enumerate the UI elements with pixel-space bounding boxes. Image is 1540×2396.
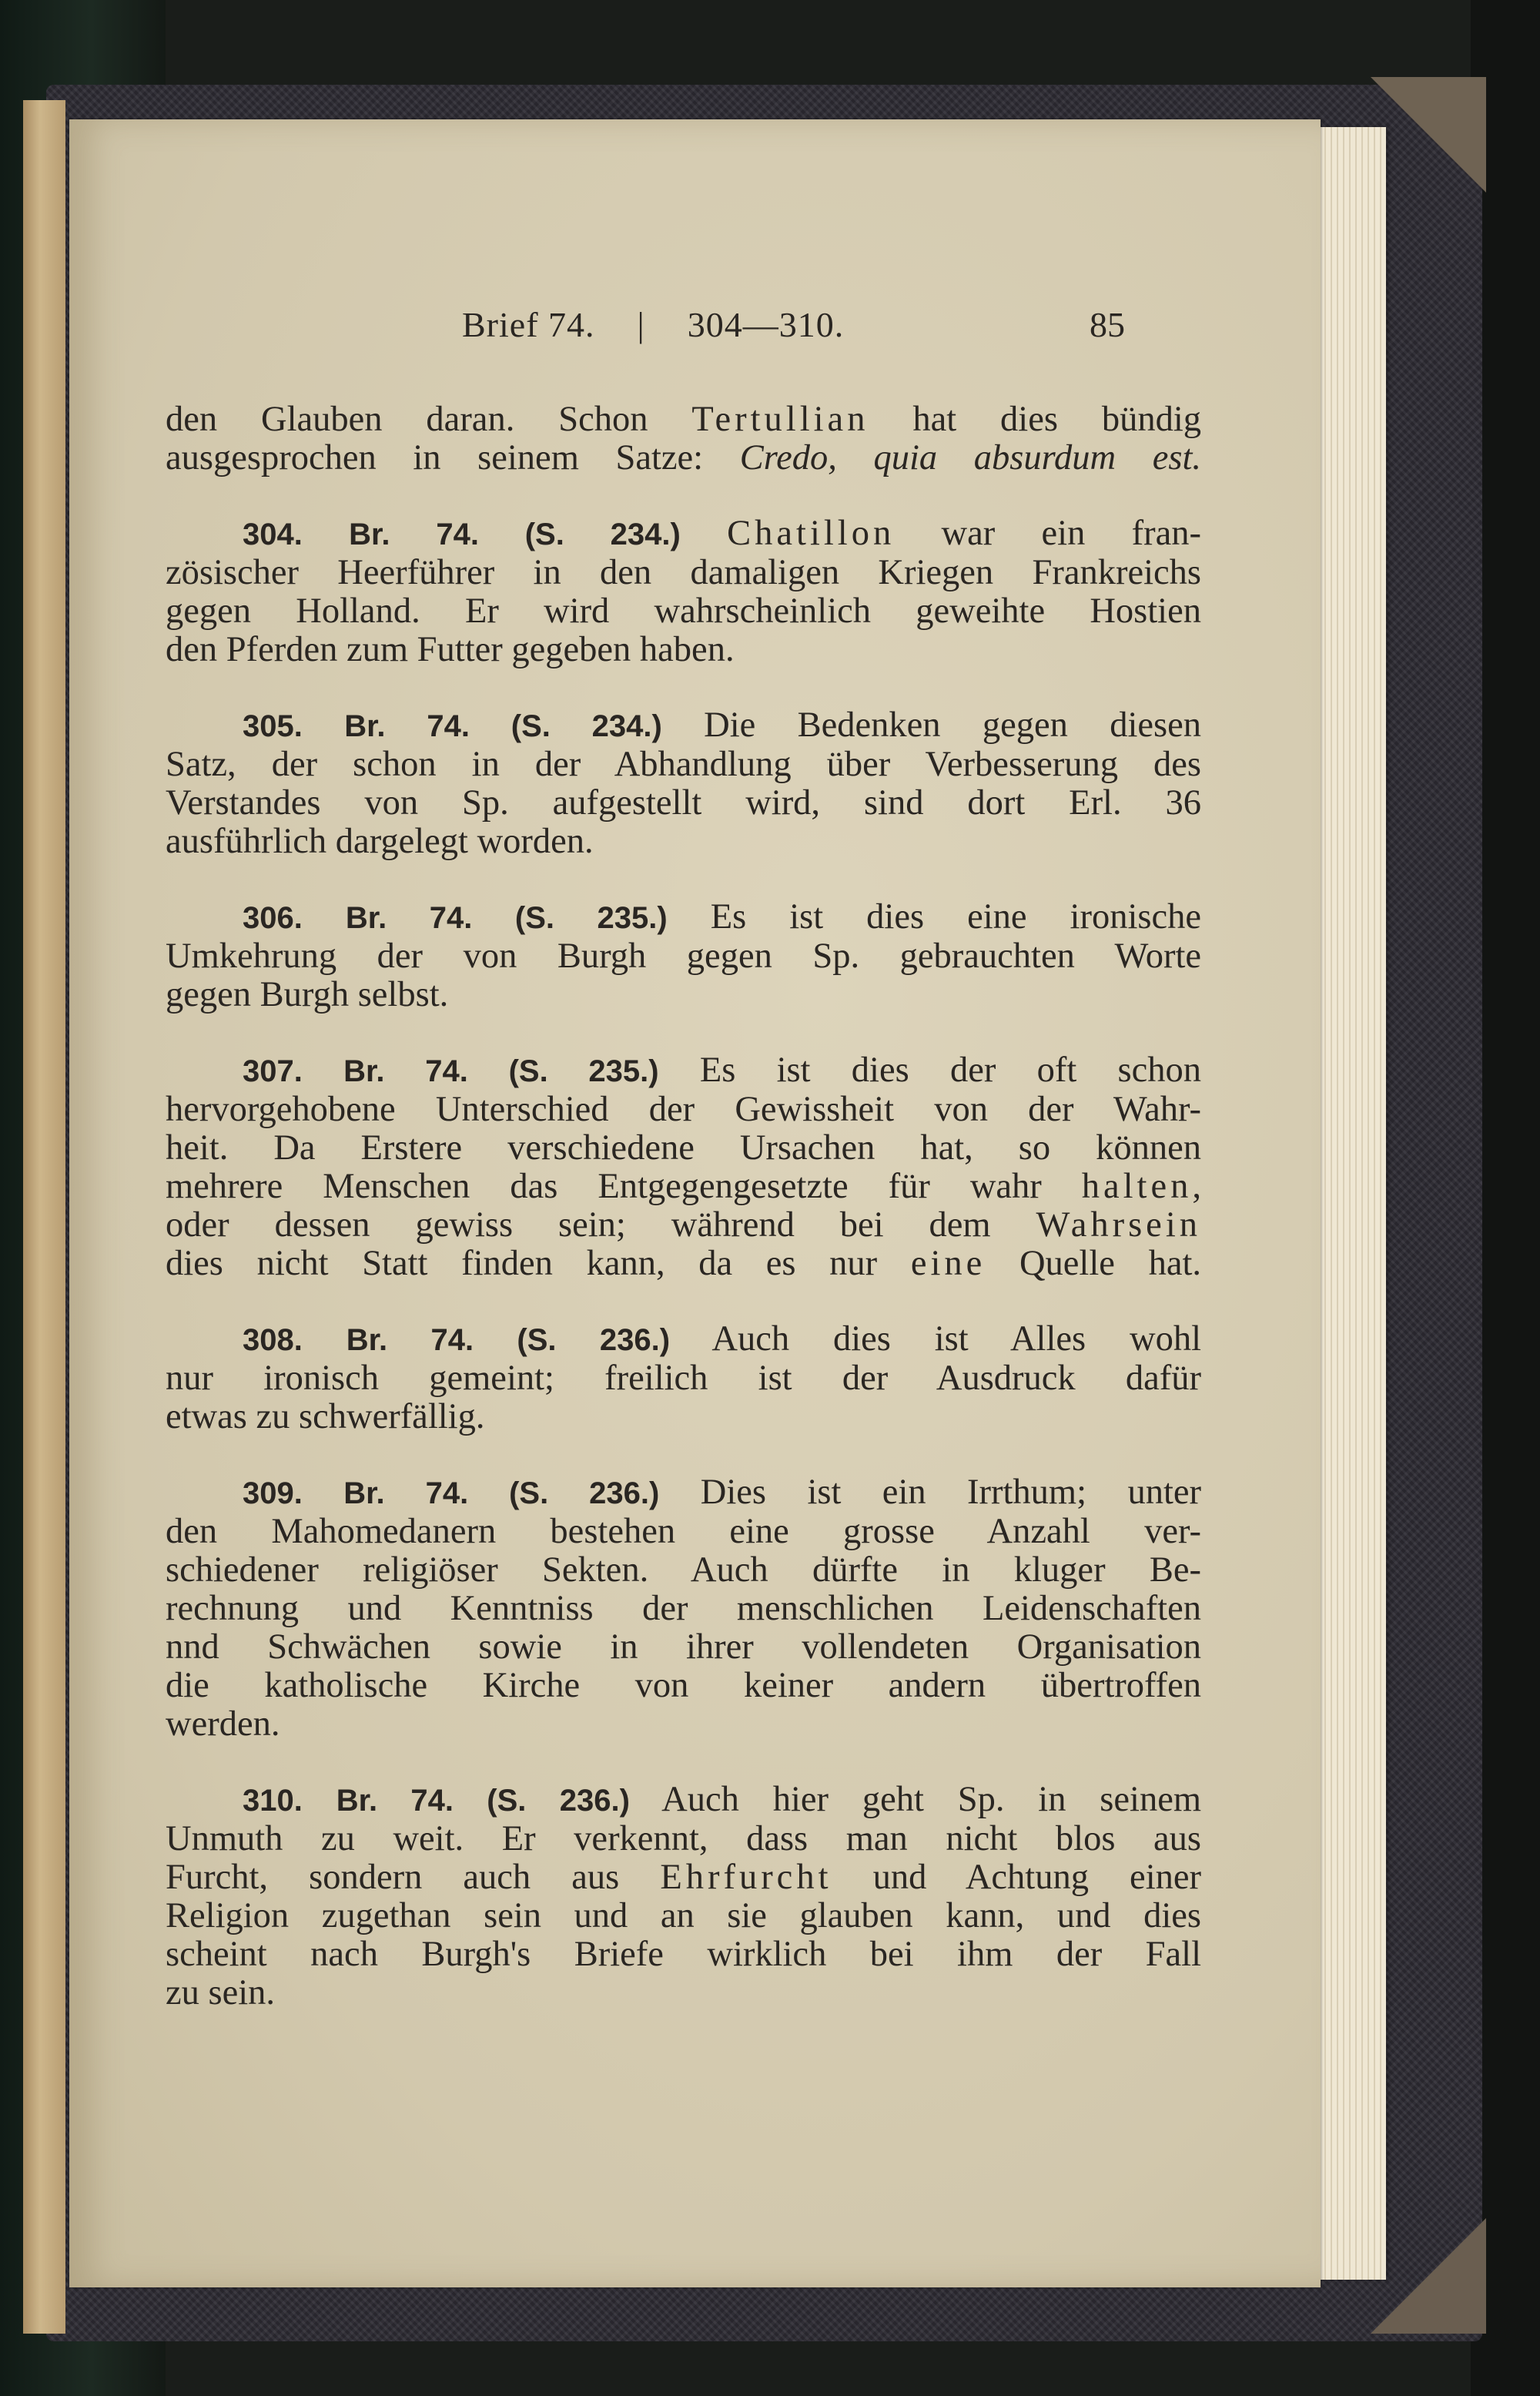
- text-run: den Glauben daran. Schon: [166, 400, 692, 439]
- text-run: dies nicht Statt finden kann, da es nur: [166, 1244, 911, 1283]
- text-line: Satz, der schon in der Abhandlung über Verbesserung des: [166, 745, 1201, 784]
- note-reference: Br. 74. (S. 236.): [346, 1323, 671, 1357]
- book-page: [69, 119, 1321, 2287]
- note-first-line: [166, 706, 1201, 746]
- text-line: Verstandes von Sp. aufgestellt wird, sind dort Erl. 36: [166, 783, 1201, 823]
- note-number: 309.: [243, 1476, 303, 1510]
- text-line: Unmuth zu weit. Er verkennt, dass man nicht blos aus: [166, 1819, 1201, 1858]
- running-head: [462, 304, 844, 345]
- text-line: [166, 439, 1201, 478]
- text-line: [166, 400, 1201, 439]
- text-line: gegen Holland. Er wird wahrscheinlich geweihte Hostien: [166, 591, 1201, 631]
- text-run: war ein fran-: [895, 514, 1202, 553]
- note-reference: Br. 74. (S. 236.): [336, 1784, 630, 1818]
- text-line: die katholische Kirche von keiner andern übertroffen: [166, 1666, 1201, 1705]
- note-first-line: [166, 898, 1201, 937]
- note-reference: Br. 74. (S. 234.): [344, 709, 662, 743]
- text-run: Es ist dies der oft schon: [658, 1051, 1201, 1090]
- text-line: den Pferden zum Futter gegeben haben.: [166, 630, 735, 669]
- spaced-name: Chatillon: [727, 514, 896, 553]
- note-first-line: [166, 1320, 1201, 1359]
- text-line: [166, 1858, 1201, 1897]
- text-line: zösischer Heerführer in den damaligen Kriegen Frankreichs: [166, 553, 1201, 592]
- running-head-separator: |: [637, 305, 645, 344]
- spaced-word: Ehrfurcht: [660, 1858, 832, 1897]
- note-309: [166, 1473, 1201, 1744]
- note-308: [166, 1320, 1201, 1436]
- text-line: rechnung und Kenntniss der menschlichen Leidenschaften: [166, 1589, 1201, 1628]
- note-first-line: [166, 514, 1201, 554]
- text-line: scheint nach Burgh's Briefe wirklich bei ihm der Fall: [166, 1935, 1201, 1974]
- running-head-left: Brief 74.: [462, 305, 595, 344]
- intro-paragraph: [166, 400, 1201, 478]
- text-run: Es ist dies eine ironische: [667, 897, 1202, 937]
- running-head-right: 304—310.: [687, 305, 845, 344]
- text-run: ausgesprochen in seinem Satze:: [166, 438, 740, 478]
- text-run: Die Bedenken gegen diesen: [661, 705, 1202, 745]
- note-first-line: [166, 1781, 1201, 1820]
- spaced-word: halten: [1081, 1167, 1193, 1206]
- page-number: 85: [1090, 305, 1125, 344]
- text-run: Quelle hat.: [986, 1244, 1201, 1283]
- text-line: zu sein.: [166, 1973, 276, 2012]
- note-305: [166, 706, 1201, 861]
- note-reference: Br. 74. (S. 235.): [345, 901, 668, 935]
- text-line: Religion zugethan sein und an sie glauben kann, und dies: [166, 1896, 1201, 1935]
- text-line: [166, 1245, 1201, 1283]
- note-307: [166, 1051, 1201, 1283]
- text-run: und Achtung einer: [832, 1858, 1201, 1897]
- note-first-line: [166, 1473, 1201, 1513]
- note-number: 305.: [243, 709, 303, 743]
- text-line: etwas zu schwerfällig.: [166, 1397, 485, 1436]
- text-line: heit. Da Erstere verschiedene Ursachen hat, so können: [166, 1128, 1201, 1168]
- text-line: [166, 1168, 1201, 1206]
- text-run: Auch hier geht Sp. in seinem: [629, 1780, 1202, 1819]
- latin-quote: Credo, quia absurdum est.: [739, 438, 1201, 478]
- text-line: den Mahomedanern bestehen eine grosse Anzahl ver-: [166, 1512, 1201, 1551]
- note-306: [166, 898, 1201, 1014]
- text-line: hervorgehobene Unterschied der Gewissheit von der Wahr-: [166, 1090, 1201, 1129]
- note-number: 310.: [243, 1784, 303, 1818]
- spaced-word: Wahrsein: [1036, 1205, 1201, 1245]
- page-body: [166, 400, 1201, 2049]
- text-run: hat dies bündig: [869, 400, 1201, 439]
- text-line: nur ironisch gemeint; freilich ist der Ausdruck dafür: [166, 1359, 1201, 1398]
- note-number: 307.: [243, 1054, 303, 1088]
- note-reference: Br. 74. (S. 235.): [343, 1054, 659, 1088]
- text-line: [166, 1206, 1201, 1245]
- spine-edge: [23, 100, 65, 2334]
- note-reference: Br. 74. (S. 234.): [349, 518, 681, 551]
- text-run: oder dessen gewiss sein; während bei dem: [166, 1205, 1036, 1245]
- note-number: 304.: [243, 518, 303, 551]
- spaced-word: eine: [910, 1244, 986, 1283]
- text-line: Umkehrung der von Burgh gegen Sp. gebrauchten Worte: [166, 937, 1201, 976]
- note-number: 306.: [243, 901, 303, 935]
- text-line: gegen Burgh selbst.: [166, 975, 449, 1014]
- text-run: Furcht, sondern auch aus: [166, 1858, 661, 1897]
- text-run: Auch dies ist Alles wohl: [670, 1319, 1201, 1359]
- text-run: mehrere Menschen das Entgegengesetzte für wahr: [166, 1167, 1082, 1206]
- text-line: schiedener religiöser Sekten. Auch dürfte in kluger Be-: [166, 1550, 1201, 1590]
- text-line: nnd Schwächen sowie in ihrer vollendeten Organisation: [166, 1627, 1201, 1667]
- page-header: [69, 304, 1321, 358]
- text-line: werden.: [166, 1704, 280, 1744]
- text-line: ausführlich dargelegt worden.: [166, 822, 594, 861]
- text-run: Dies ist ein Irrthum; unter: [659, 1473, 1201, 1512]
- spaced-name: Tertullian: [691, 400, 869, 439]
- note-310: [166, 1781, 1201, 2012]
- note-reference: Br. 74. (S. 236.): [343, 1476, 660, 1510]
- text-run: ,: [1192, 1167, 1201, 1206]
- note-304: [166, 514, 1201, 669]
- note-first-line: [166, 1051, 1201, 1091]
- note-number: 308.: [243, 1323, 303, 1357]
